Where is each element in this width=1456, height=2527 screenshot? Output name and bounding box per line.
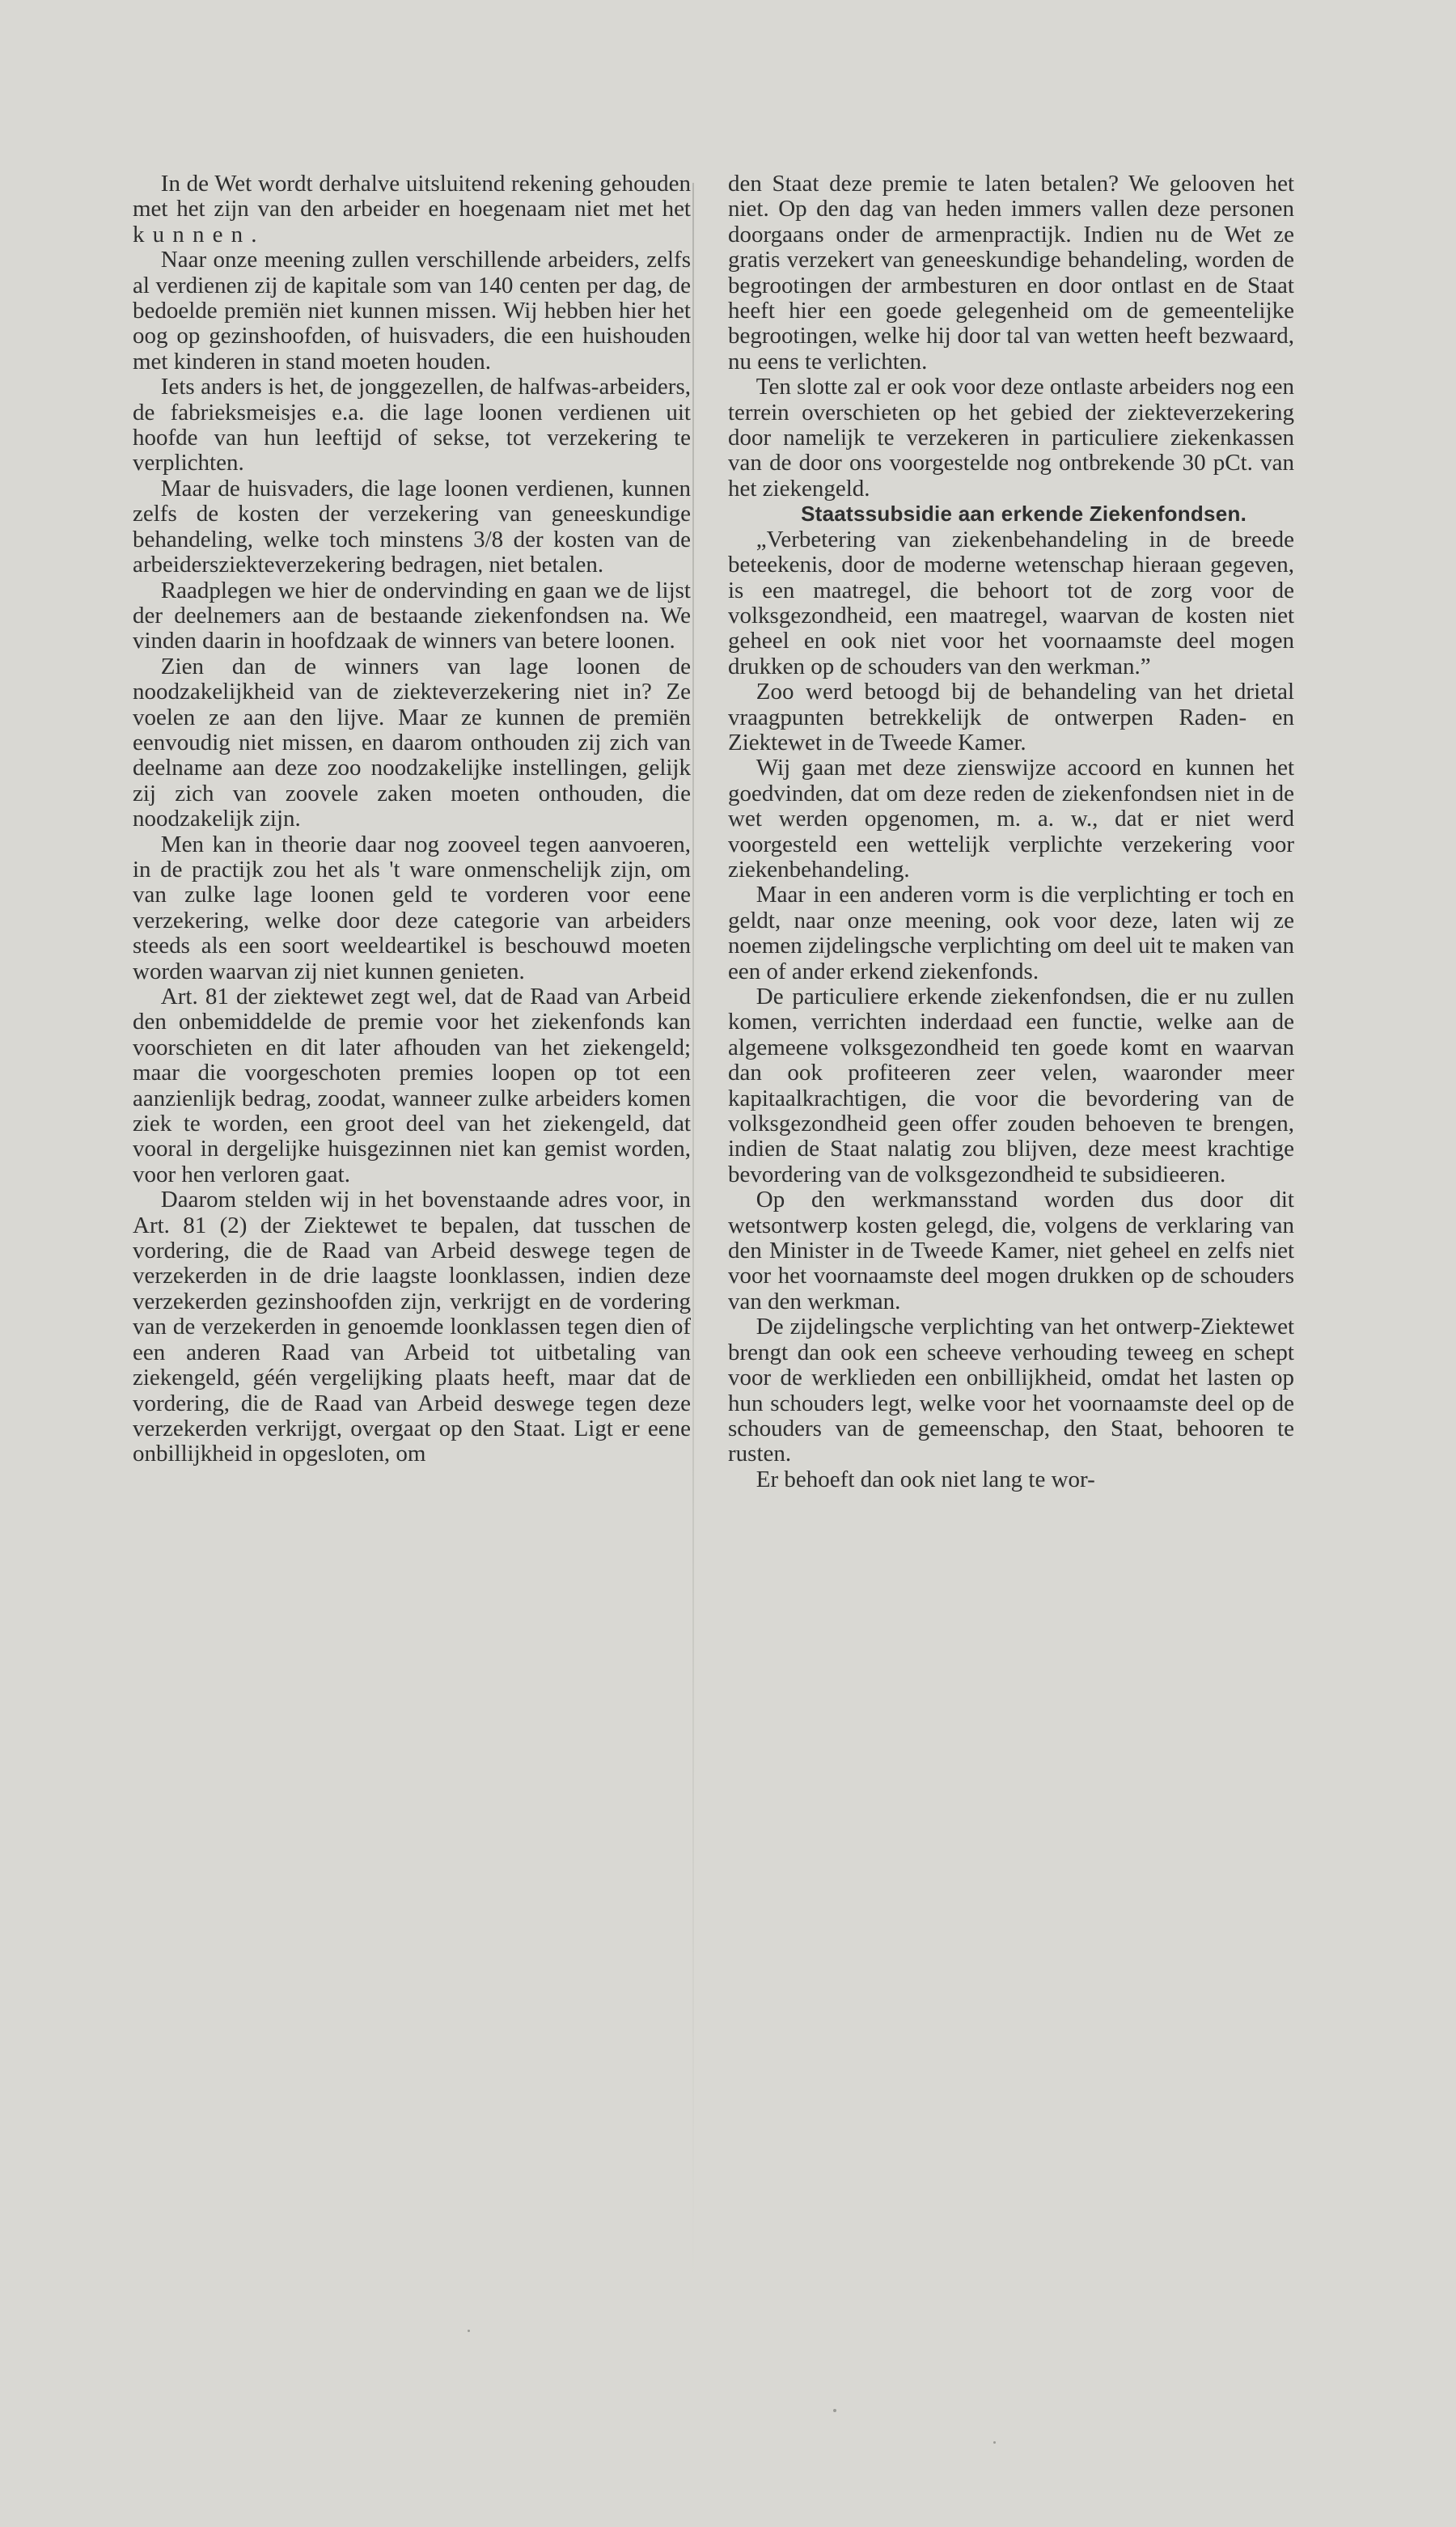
spaced-emphasis: kunnen. bbox=[133, 221, 265, 248]
paragraph bbox=[133, 171, 691, 248]
paper-speck bbox=[468, 2330, 470, 2332]
paragraph: Wij gaan met deze zienswijze accoord en kunnen het goedvinden, dat om deze reden de ziekenfondsen niet in de wet werden opgenomen, m. a. w., dat er niet werd voorgesteld een wettelijk verplichte verzekering voor ziekenbehandeling. bbox=[728, 755, 1294, 883]
paragraph-text: In de Wet wordt derhalve uitsluitend rekening gehouden met het zijn van den arbeider en hoegenaam niet met het bbox=[133, 171, 691, 222]
paragraph: Daarom stelden wij in het bovenstaande adres voor, in Art. 81 (2) der Ziektewet te bepalen, dat tusschen de vordering, die de Raad van Arbeid deswege tegen de verzekerden in de drie laagste loonklassen, indien deze verzekerden gezinshoofden zijn, verkrijgt en de vordering van de verzekerden in genoemde loonklassen tegen dien of een anderen Raad van Arbeid tot uitbetaling van ziekengeld, géén vergelijking plaats heeft, maar dat de vordering, die de Raad van Arbeid deswege tegen deze verzekerden verkrijgt, overgaat op den Staat. Ligt er eene onbillijkheid in opgesloten, om bbox=[133, 1187, 691, 1467]
paragraph: Maar de huisvaders, die lage loonen verdienen, kunnen zelfs de kosten der verzekering van geneeskundige behandeling, welke toch minstens 3/8 der kosten van de arbeidersziekteverzekering bedragen, niet betalen. bbox=[133, 475, 691, 578]
paragraph: Raadplegen we hier de ondervinding en gaan we de lijst der deelnemers aan de bestaande ziekenfondsen na. We vinden daarin in hoofdzaak de winners van betere loonen. bbox=[133, 577, 691, 654]
paragraph: Zien dan de winners van lage loonen de noodzakelijkheid van de ziekteverzekering niet in? Ze voelen ze aan den lijve. Maar ze kunnen de premiën eenvoudig niet missen, en daarom onthouden zij zich van deelname aan deze zoo noodzakelijke instellingen, gelijk zij zich van zoovele zaken moeten onthouden, die noodzakelijk zijn. bbox=[133, 653, 691, 832]
paragraph: Ten slotte zal er ook voor deze ontlaste arbeiders nog een terrein overschieten op het gebied der ziekteverzekering door namelijk te verzekeren in particuliere ziekenkassen van de door ons voorgestelde nog ontbrekende 30 pCt. van het ziekengeld. bbox=[728, 374, 1294, 502]
paragraph: „Verbetering van ziekenbehandeling in de breede beteekenis, door de moderne wetenschap hieraan gegeven, is een maatregel, die behoort tot de zorg voor de volksgezondheid, een maatregel, waarvan de kosten niet geheel en ook niet voor het voornaamste deel mogen drukken op de schouders van den werkman.” bbox=[728, 526, 1294, 679]
paragraph: Naar onze meening zullen verschillende arbeiders, zelfs al verdienen zij de kapitale som van 140 centen per dag, de bedoelde premiën niet kunnen missen. Wij hebben hier het oog op gezinshoofden, of huisvaders, die een huishouden met kinderen in stand moeten houden. bbox=[133, 247, 691, 375]
paragraph: De particuliere erkende ziekenfondsen, die er nu zullen komen, verrichten inderdaad een functie, welke aan de algemeene volksgezondheid ten goede komt en waarvan dan ook profiteeren zeer velen, waaronder meer kapitaalkrachtigen, die voor die bevordering van de volksgezondheid geen offer zouden behoeven te brengen, indien de Staat nalatig zou blijven, deze meest krachtige bevordering van de volksgezondheid te subsidieeren. bbox=[728, 984, 1294, 1187]
paragraph: den Staat deze premie te laten betalen? We gelooven het niet. Op den dag van heden immers vallen deze personen doorgaans onder de armenpractijk. Indien nu de Wet ze gratis verzekert van geneeskundige behandeling, worden de begrootingen der armbesturen en door ontlast en de Staat heeft hier een goede gelegenheid om de gemeentelijke begrootingen, welke hij door tal van wetten heeft bezwaard, nu eens te verlichten. bbox=[728, 171, 1294, 375]
paragraph: Maar in een anderen vorm is die verplichting er toch en geldt, naar onze meening, ook voor deze, laten wij ze noemen zijdelingsche verplichting om deel uit te maken van een of ander erkend ziekenfonds. bbox=[728, 882, 1294, 984]
left-column bbox=[133, 171, 691, 1467]
paragraph: Men kan in theorie daar nog zooveel tegen aanvoeren, in de practijk zou het als 't ware onmenschelijk zijn, om van zulke lage loonen geld te vorderen voor eene verzekering, welke door deze categorie van arbeiders steeds als een soort weeldeartikel is beschouwd moeten worden waarvan zij niet kunnen genieten. bbox=[133, 831, 691, 984]
paragraph: Er behoeft dan ook niet lang te wor- bbox=[756, 1466, 1095, 1492]
paper-speck bbox=[993, 2441, 996, 2444]
column-divider bbox=[692, 183, 694, 2286]
paragraph: Iets anders is het, de jonggezellen, de halfwas-arbeiders, de fabrieksmeisjes e.a. die lage loonen verdienen uit hoofde van hun leeftijd of sekse, tot verzekering te verplichten. bbox=[133, 374, 691, 476]
paragraph: Art. 81 der ziektewet zegt wel, dat de Raad van Arbeid den onbemiddelde de premie voor het ziekenfonds kan voorschieten en dit later afhouden van het ziekengeld; maar die voorgeschoten premies loopen op tot een aanzienlijk bedrag, zoodat, wanneer zulke arbeiders komen ziek te worden, een groot deel van het ziekengeld, dat vooral in dergelijke huisgezinnen niet kan gemist worden, voor hen verloren gaat. bbox=[133, 984, 691, 1187]
paper-speck bbox=[833, 2409, 836, 2412]
paragraph: De zijdelingsche verplichting van het ontwerp-Ziektewet brengt dan ook een scheeve verhouding teweeg en schept voor de werklieden een onbillijkheid, omdat het lasten op hun schouders legt, welke voor het voornaamste deel op de schouders van de gemeenschap, den Staat, behooren te rusten. bbox=[728, 1314, 1294, 1467]
paragraph: Op den werkmansstand worden dus door dit wetsontwerp kosten gelegd, die, volgens de verklaring van den Minister in de Tweede Kamer, niet geheel en zelfs niet voor het voornaamste deel mogen drukken op de schouders van den werkman. bbox=[728, 1187, 1294, 1314]
section-heading: Staatssubsidie aan erkende Ziekenfondsen. bbox=[801, 502, 1247, 527]
right-column bbox=[728, 171, 1294, 1492]
paragraph: Zoo werd betoogd bij de behandeling van het drietal vraagpunten betrekkelijk de ontwerpen Raden- en Ziektewet in de Tweede Kamer. bbox=[728, 679, 1294, 756]
